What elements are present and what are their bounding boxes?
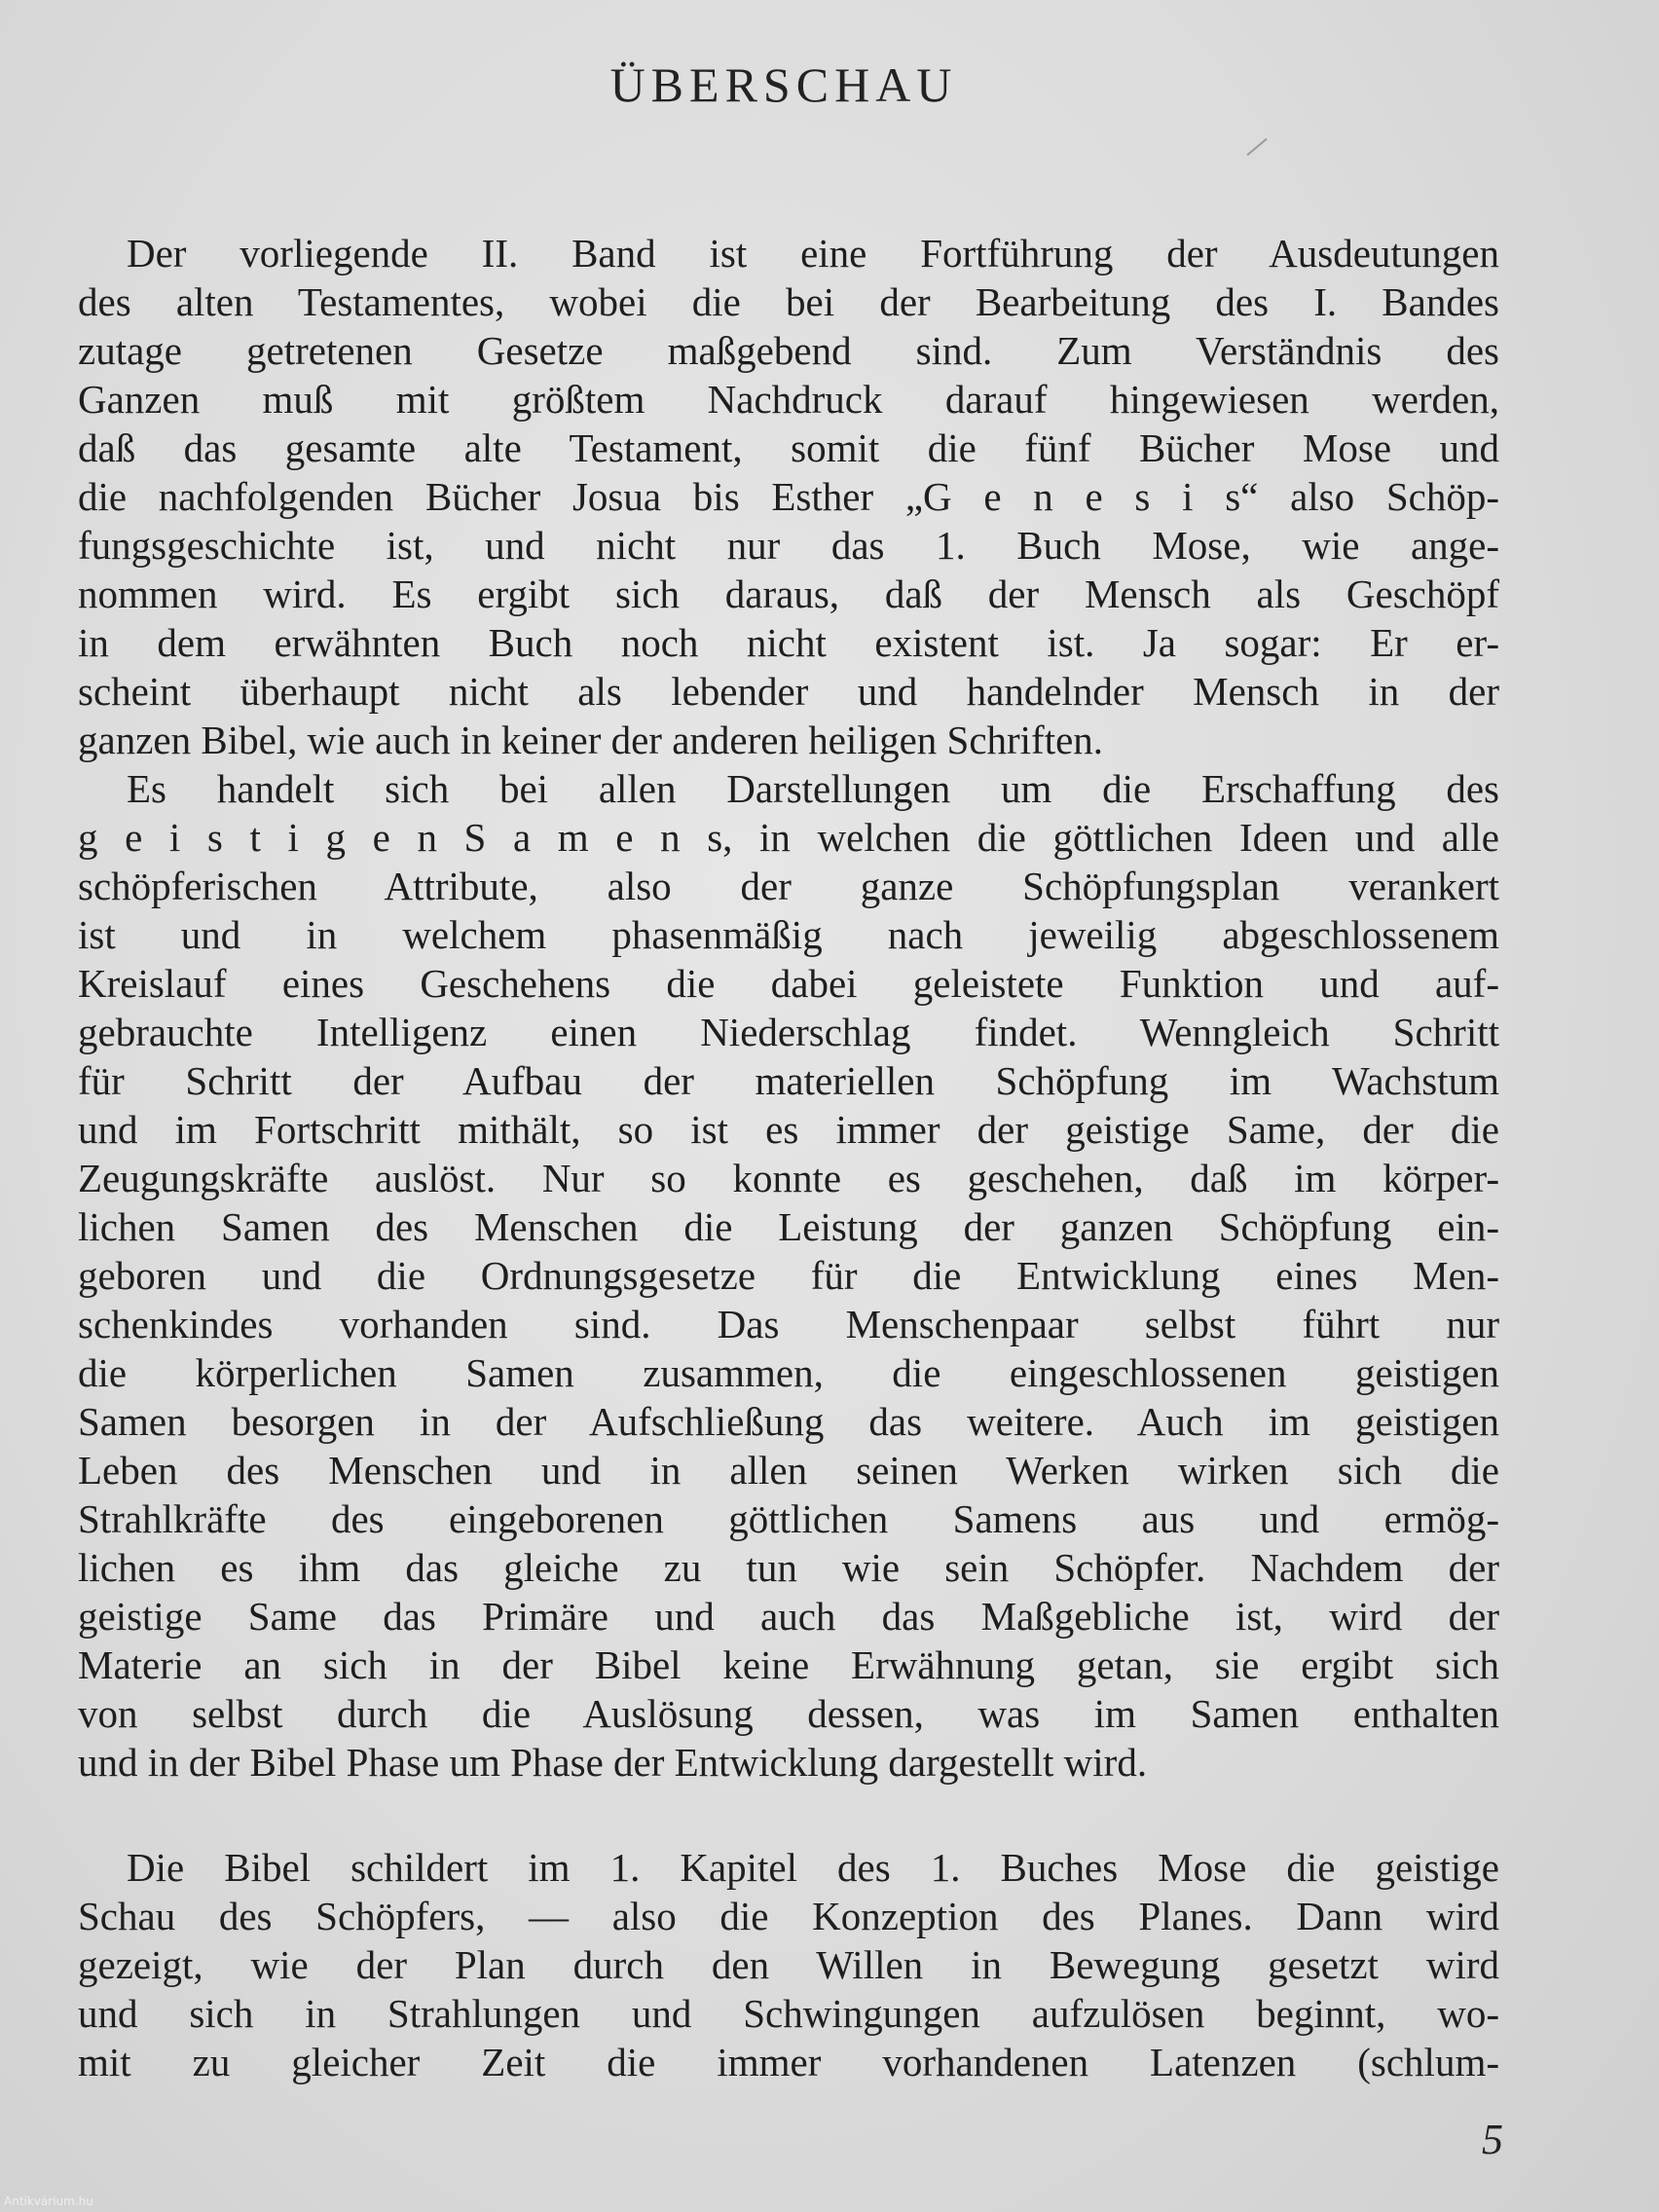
text-line: Ganzen muß mit größtem Nachdruck darauf hingewiesen werden, [78,377,1499,422]
text-line: für Schritt der Aufbau der materiellen Schöpfung im Wachstum [78,1058,1499,1103]
text-line: schenkindes vorhanden sind. Das Menschenpaar selbst führt nur [78,1302,1499,1346]
text-line: daß das gesamte alte Testament, somit die fünf Bücher Mose und [78,425,1499,470]
text-line: Leben des Menschen und in allen seinen Werken wirken sich die [78,1448,1499,1493]
text-line: und sich in Strahlungen und Schwingungen aufzulösen beginnt, wo- [78,1991,1499,2036]
text-line: und in der Bibel Phase um Phase der Entwicklung dargestellt wird. [78,1740,1148,1785]
text-line: Die Bibel schildert im 1. Kapitel des 1. Buches Mose die geistige [127,1845,1499,1890]
text-line: geboren und die Ordnungsgesetze für die Entwicklung eines Men- [78,1253,1499,1298]
text-line: Samen besorgen in der Aufschließung das weitere. Auch im geistigen [78,1399,1499,1444]
page-title: ÜBERSCHAU [609,57,958,112]
text-line: von selbst durch die Auslösung dessen, was im Samen enthalten [78,1691,1499,1736]
text-line: Strahlkräfte des eingeborenen göttlichen Samens aus und ermög- [78,1496,1499,1541]
text-line: lichen es ihm das gleiche zu tun wie sein Schöpfer. Nachdem der [78,1545,1499,1590]
text-line: des alten Testamentes, wobei die bei der Bearbeitung des I. Bandes [78,279,1499,324]
text-line: scheint überhaupt nicht als lebender und handelnder Mensch in der [78,669,1499,714]
text-line: mit zu gleicher Zeit die immer vorhandenen Latenzen (schlum- [78,2040,1499,2084]
text-line: nommen wird. Es ergibt sich daraus, daß der Mensch als Geschöpf [78,571,1499,616]
text-line: gezeigt, wie der Plan durch den Willen in Bewegung gesetzt wird [78,1942,1499,1987]
page-number: 5 [1482,2116,1503,2163]
text-line: geistige Same das Primäre und auch das Maßgebliche ist, wird der [78,1594,1499,1639]
text-line: in dem erwähnten Buch noch nicht existent ist. Ja sogar: Er er- [78,620,1499,665]
text-line: schöpferischen Attribute, also der ganze Schöpfungsplan verankert [78,864,1499,908]
watermark: Antikvárium.hu [4,2194,93,2208]
text-line: Es handelt sich bei allen Darstellungen um die Erschaffung des [127,766,1499,811]
text-line: die körperlichen Samen zusammen, die eingeschlossenen geistigen [78,1350,1499,1395]
text-line: g e i s t i g e n S a m e n s, in welchen die göttlichen Ideen und alle [78,815,1499,860]
text-line: Der vorliegende II. Band ist eine Fortführung der Ausdeutungen [127,231,1499,276]
text-line: ganzen Bibel, wie auch in keiner der anderen heiligen Schriften. [78,718,1104,762]
text-line: zutage getretenen Gesetze maßgebend sind. Zum Verständnis des [78,328,1499,373]
text-line: gebrauchte Intelligenz einen Niederschlag findet. Wenngleich Schritt [78,1010,1499,1054]
text-line: Kreislauf eines Geschehens die dabei geleistete Funktion und auf- [78,961,1499,1006]
text-line: Materie an sich in der Bibel keine Erwähnung getan, sie ergibt sich [78,1642,1499,1687]
text-line: fungsgeschichte ist, und nicht nur das 1. Buch Mose, wie ange- [78,523,1499,568]
text-line: lichen Samen des Menschen die Leistung der ganzen Schöpfung ein- [78,1204,1499,1249]
text-line: Zeugungskräfte auslöst. Nur so konnte es geschehen, daß im körper- [78,1156,1499,1200]
pencil-mark [1246,138,1267,156]
text-line: die nachfolgenden Bücher Josua bis Esther „G e n e s i s“ also Schöp- [78,474,1499,519]
text-line: Schau des Schöpfers, — also die Konzeption des Planes. Dann wird [78,1894,1499,1938]
text-line: und im Fortschritt mithält, so ist es immer der geistige Same, der die [78,1107,1499,1152]
text-line: ist und in welchem phasenmäßig nach jeweilig abgeschlossenem [78,912,1499,957]
